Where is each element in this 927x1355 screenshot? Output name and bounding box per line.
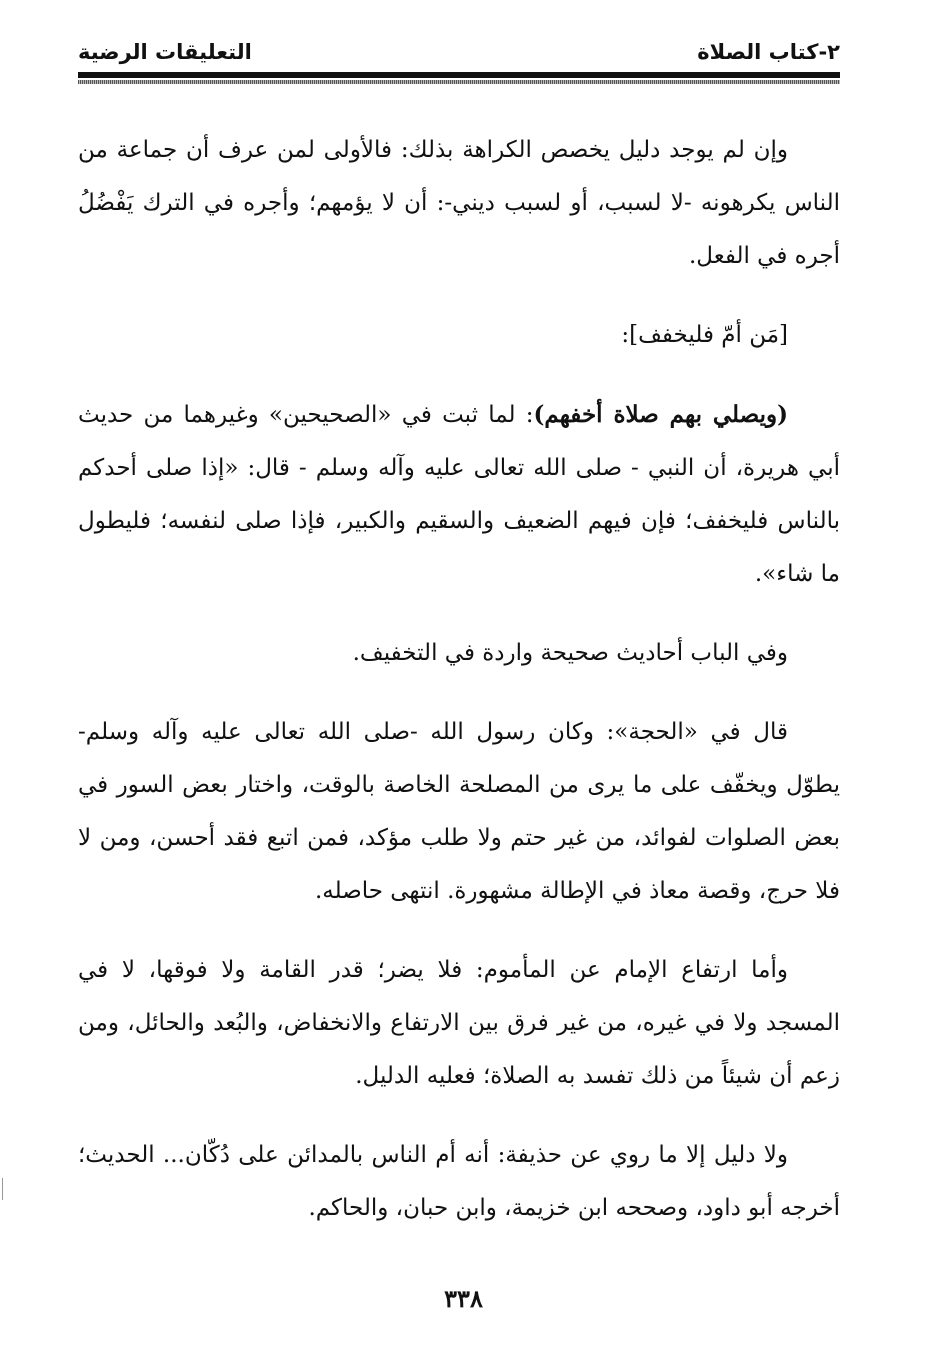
paragraph-6 (78, 944, 840, 1103)
paragraph-4-text: وفي الباب أحاديث صحيحة واردة في التخفيف. (352, 640, 788, 666)
header-rule (78, 72, 840, 78)
running-header (78, 34, 840, 74)
paragraph-3-text: : لما ثبت في «الصحيحين» وغيرهما من حديث أبي هريرة، أن النبي - صلى الله تعالى عليه وآله وسلم - قال: «إذا صلى أحدكم بالناس فليخفف؛ فإن فيهم الضعيف والسقيم والكبير، فإذا صلى لنفسه؛ فليطول ما شاء». (78, 402, 840, 587)
chapter-title: ٢-كتاب الصلاة (697, 40, 840, 64)
body-text (78, 124, 840, 1261)
page-number: ٣٣٨ (444, 1284, 483, 1313)
header-rule-shade (78, 80, 840, 84)
section-heading-text: [مَن أمّ فليخفف]: (621, 322, 788, 348)
paragraph-1 (78, 124, 840, 283)
book-title: التعليقات الرضية (78, 40, 252, 64)
scan-edge-mark (2, 1178, 9, 1200)
paragraph-1-text: وإن لم يوجد دليل يخصص الكراهة بذلك: فالأولى لمن عرف أن جماعة من الناس يكرهونه -لا لسبب، أو لسبب ديني-: أن لا يؤمهم؛ وأجره في الترك يَفْضُلُ أجره في الفعل. (78, 137, 840, 269)
paragraph-3 (78, 388, 840, 601)
matn-quote: (ويصلي بهم صلاة أخفهم) (533, 401, 789, 428)
paragraph-6-text: وأما ارتفاع الإمام عن المأموم: فلا يضر؛ قدر القامة ولا فوقها، لا في المسجد ولا في غيره، من غير فرق بين الارتفاع والانخفاض، والبُعد والحائل، ومن زعم أن شيئاً من ذلك تفسد به الصلاة؛ فعليه الدليل. (78, 957, 840, 1089)
section-heading (78, 309, 840, 362)
paragraph-4 (78, 627, 840, 680)
paragraph-5-text: قال في «الحجة»: وكان رسول الله -صلى الله تعالى عليه وآله وسلم- يطوّل ويخفّف على ما يرى من المصلحة الخاصة بالوقت، واختار بعض السور في بعض الصلوات لفوائد، من غير حتم ولا طلب مؤكد، فمن اتبع فقد أحسن، ومن لا فلا حرج، وقصة معاذ في الإطالة مشهورة. انتهى حاصله. (78, 719, 840, 904)
paragraph-7-text: ولا دليل إلا ما روي عن حذيفة: أنه أم الناس بالمدائن على دُكّان... الحديث؛ أخرجه أبو داود، وصححه ابن خزيمة، وابن حبان، والحاكم. (78, 1142, 840, 1221)
paragraph-7 (78, 1129, 840, 1235)
paragraph-5 (78, 706, 840, 918)
